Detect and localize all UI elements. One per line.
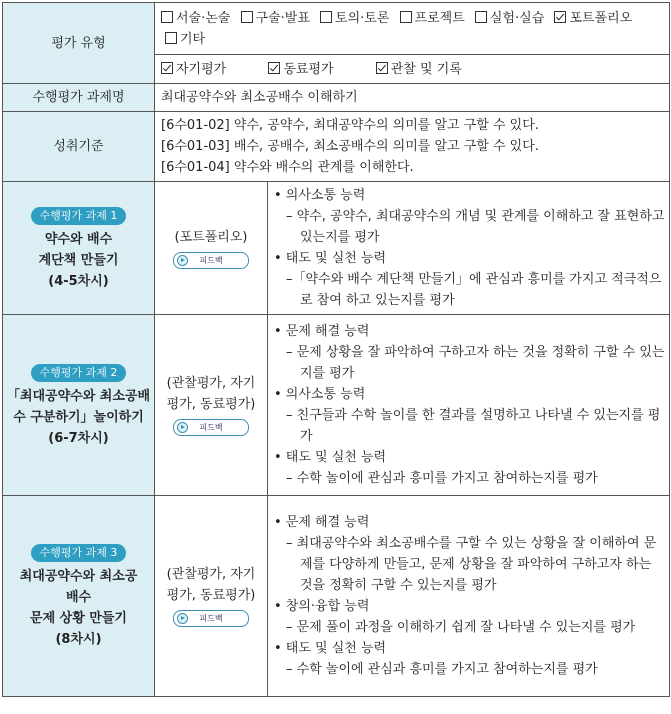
- task-criteria-cell: [268, 182, 670, 315]
- criteria-description: – 문제 풀이 과정을 이해하기 쉽게 잘 나타낼 수 있는지를 평가: [286, 620, 636, 635]
- checkbox-icon[interactable]: [475, 11, 487, 23]
- method-option[interactable]: 서술·논술: [161, 11, 230, 26]
- task-method-line: (관찰평가, 자기: [166, 567, 256, 582]
- task-method-line: 평가, 동료평가): [166, 397, 256, 412]
- task-title-line: 약수와 배수: [44, 231, 113, 247]
- method-option[interactable]: 구술·발표: [241, 11, 310, 26]
- standard-item: [6수01-04] 약수와 배수의 관계를 이해한다.: [161, 160, 414, 175]
- method-option[interactable]: 토의·토론: [320, 11, 389, 26]
- checkbox-icon[interactable]: [320, 11, 332, 23]
- criteria-heading: • 의사소통 능력: [274, 387, 366, 402]
- task-title-line: (4-5차시): [48, 273, 109, 289]
- task-method-cell: [155, 315, 268, 496]
- evaluator-option[interactable]: 관찰 및 기록: [376, 59, 462, 80]
- assessment-plan-table: [2, 2, 670, 697]
- task-title-cell: [3, 496, 155, 697]
- task-method-line: (포트폴리오): [174, 229, 248, 245]
- task-title-line: (8차시): [55, 632, 102, 647]
- method-option[interactable]: 포트폴리오: [554, 11, 632, 26]
- criteria-heading: • 문제 해결 능력: [274, 324, 370, 339]
- method-option[interactable]: 실험·실습: [475, 11, 544, 26]
- criteria-heading: • 태도 및 실천 능력: [274, 641, 387, 656]
- task-title-line: 수 구분하기」놀이하기: [13, 409, 144, 425]
- task-method-line: 평가, 동료평가): [166, 588, 256, 603]
- task-title-line: 계단책 만들기: [38, 252, 119, 268]
- evaluator-option[interactable]: 동료평가: [268, 59, 333, 80]
- standards-row: [3, 112, 670, 182]
- assessment-type-row: [3, 3, 670, 55]
- standards-label: 성취기준: [3, 112, 155, 182]
- task-name-value: 최대공약수와 최소공배수 이해하기: [155, 84, 670, 112]
- task-row: [3, 315, 670, 496]
- criteria-description: –「약수와 배수 계단책 만들기」에 관심과 흥미를 가지고 적극적으로 참여 하고 있는지를 평가: [286, 272, 662, 308]
- standard-item: [6수01-03] 배수, 공배수, 최소공배수의 의미를 알고 구할 수 있다.: [161, 139, 539, 154]
- feedback-button[interactable]: 피드백: [173, 419, 249, 436]
- task-title-line: (6-7차시): [48, 430, 109, 446]
- play-icon: [177, 422, 188, 433]
- criteria-description: – 친구들과 수학 놀이를 한 결과를 설명하고 나타낼 수 있는지를 평가: [286, 408, 661, 444]
- criteria-heading: • 창의·융합 능력: [274, 599, 370, 614]
- criteria-description: – 문제 상황을 잘 파악하여 구하고자 하는 것을 정확히 구할 수 있는지를 평가: [286, 345, 665, 381]
- task-title-cell: [3, 315, 155, 496]
- task-criteria-cell: [268, 315, 670, 496]
- standards-list: [155, 112, 670, 182]
- standard-item: [6수01-02] 약수, 공약수, 최대공약수의 의미를 알고 구할 수 있다.: [161, 118, 539, 133]
- task-method-cell: [155, 496, 268, 697]
- task-badge: 수행평가 과제 3: [31, 544, 127, 562]
- criteria-heading: • 문제 해결 능력: [274, 515, 370, 530]
- play-icon: [177, 255, 188, 266]
- task-criteria-cell: [268, 496, 670, 697]
- checked-checkbox-icon[interactable]: [554, 11, 566, 23]
- task-title-cell: [3, 182, 155, 315]
- assessment-type-label: 평가 유형: [3, 3, 155, 84]
- task-method-cell: [155, 182, 268, 315]
- feedback-button[interactable]: 피드백: [173, 252, 249, 269]
- task-badge: 수행평가 과제 2: [31, 364, 127, 382]
- task-title-line: 최대공약수와 최소공: [19, 569, 138, 584]
- feedback-button[interactable]: 피드백: [173, 610, 249, 627]
- checkbox-icon[interactable]: [165, 32, 177, 44]
- task-row: [3, 496, 670, 697]
- method-option[interactable]: 프로젝트: [400, 11, 465, 26]
- checked-checkbox-icon[interactable]: [161, 62, 173, 74]
- task-badge: 수행평가 과제 1: [31, 207, 127, 225]
- criteria-heading: • 태도 및 실천 능력: [274, 450, 387, 465]
- task-name-label: 수행평가 과제명: [3, 84, 155, 112]
- task-title-line: 문제 상황 만들기: [30, 611, 127, 626]
- criteria-description: – 수학 놀이에 관심과 흥미를 가지고 참여하는지를 평가: [286, 471, 598, 486]
- task-title-line: 배수: [65, 590, 92, 605]
- checkbox-icon[interactable]: [241, 11, 253, 23]
- checkbox-icon[interactable]: [161, 11, 173, 23]
- method-option[interactable]: 기타: [161, 32, 205, 47]
- criteria-heading: • 태도 및 실천 능력: [274, 251, 387, 266]
- method-options: [155, 3, 670, 55]
- checkbox-icon[interactable]: [400, 11, 412, 23]
- task-title-line: 「최대공약수와 최소공배: [6, 388, 151, 404]
- evaluator-options: [155, 55, 670, 84]
- task-row: [3, 182, 670, 315]
- task-name-row: [3, 84, 670, 112]
- criteria-heading: • 의사소통 능력: [274, 188, 366, 203]
- play-icon: [177, 613, 188, 624]
- criteria-description: – 약수, 공약수, 최대공약수의 개념 및 관계를 이해하고 잘 표현하고 있는지를 평가: [286, 209, 665, 245]
- criteria-description: – 최대공약수와 최소공배수를 구할 수 있는 상황을 잘 이해하여 문제를 다양하게 만들고, 문제 상황을 잘 파악하여 구하고자 하는 것을 정확히 구할 수 있는지를 평가: [286, 536, 657, 593]
- checked-checkbox-icon[interactable]: [268, 62, 280, 74]
- evaluator-option[interactable]: 자기평가: [161, 59, 226, 80]
- task-method-line: (관찰평가, 자기: [166, 376, 256, 391]
- checked-checkbox-icon[interactable]: [376, 62, 388, 74]
- criteria-description: – 수학 놀이에 관심과 흥미를 가지고 참여하는지를 평가: [286, 662, 598, 677]
